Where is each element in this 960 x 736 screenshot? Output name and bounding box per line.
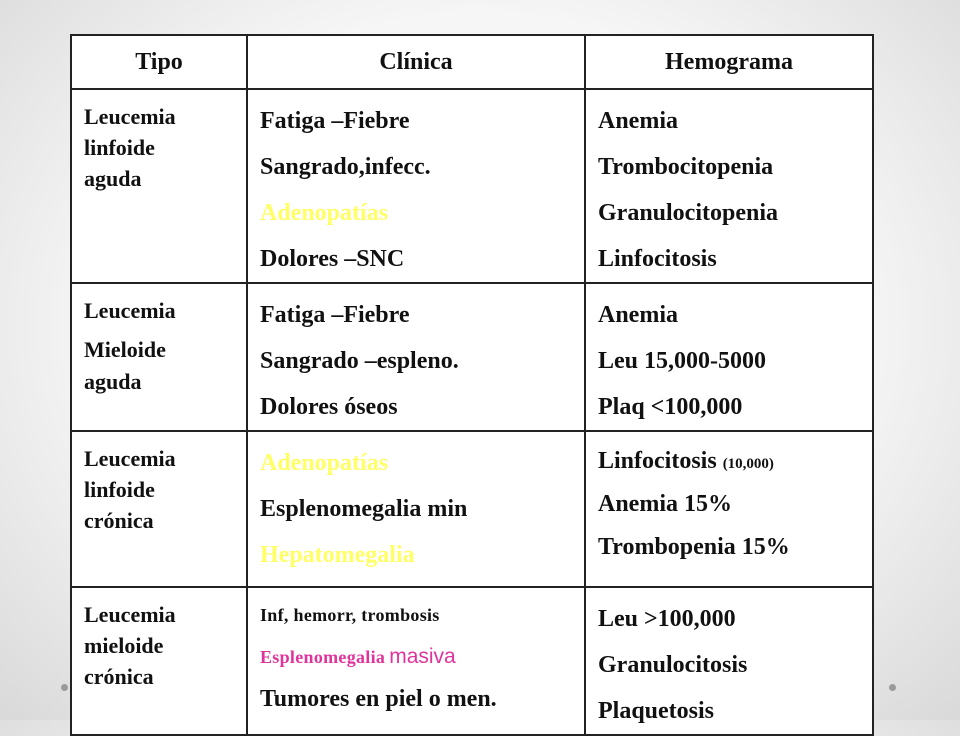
clinica-line: Esplenomegalia min	[260, 496, 468, 522]
tipo-line: Leucemia	[84, 104, 176, 129]
table-row	[71, 431, 873, 587]
clinica-line-highlight: Hepatomegalia	[260, 542, 415, 568]
hemograma-value: Linfocitosis	[598, 448, 717, 474]
hemograma-line: Granulocitosis	[598, 652, 748, 678]
clinica-line: Inf, hemorr, trombosis	[260, 605, 440, 625]
hemograma-line: Plaq <100,000	[598, 394, 743, 420]
clinica-line-highlight: Adenopatías	[260, 450, 389, 476]
clinica-line-highlight	[260, 636, 578, 678]
tipo-line: Leucemia	[84, 446, 176, 471]
hemograma-note: (10,000)	[722, 456, 774, 472]
hemograma-line: Leu >100,000	[598, 606, 736, 632]
tipo-line: aguda	[84, 369, 142, 394]
clinica-term: Esplenomegalia	[260, 647, 386, 667]
tipo-cell	[71, 587, 247, 735]
header-tipo: Tipo	[71, 35, 247, 89]
tipo-line: crónica	[84, 507, 154, 533]
tipo-cell	[71, 431, 247, 587]
hemograma-line	[598, 440, 866, 483]
hemograma-cell	[585, 431, 873, 587]
tipo-line: crónica	[84, 663, 154, 689]
clinica-line-highlight: Adenopatías	[260, 200, 389, 226]
clinica-line: Dolores –SNC	[260, 246, 405, 272]
tipo-line: aguda	[84, 165, 142, 191]
clinica-term-qualifier: masiva	[389, 645, 456, 668]
hemograma-line: Anemia	[598, 108, 678, 134]
hemograma-line: Anemia	[598, 302, 678, 328]
slide-dot-decoration	[61, 684, 68, 691]
clinica-cell	[247, 431, 585, 587]
tipo-line: Leucemia	[84, 298, 176, 323]
table-row	[71, 283, 873, 431]
clinica-line: Fatiga –Fiebre	[260, 108, 410, 134]
clinica-line: Tumores en piel o men.	[260, 686, 497, 712]
clinica-line: Dolores óseos	[260, 394, 398, 420]
clinica-cell	[247, 283, 585, 431]
hemograma-cell	[585, 587, 873, 735]
hemograma-cell	[585, 89, 873, 283]
tipo-line: mieloide	[84, 632, 164, 658]
tipo-line: linfoide	[84, 476, 155, 502]
tipo-line: Mieloide	[84, 336, 166, 362]
table-row	[71, 587, 873, 735]
hemograma-line: Leu 15,000-5000	[598, 348, 766, 374]
clinica-line: Fatiga –Fiebre	[260, 302, 410, 328]
hemograma-line: Trombopenia 15%	[598, 534, 790, 560]
slide-dot-decoration	[889, 684, 896, 691]
table-header-row	[71, 35, 873, 89]
hemograma-line: Plaquetosis	[598, 698, 715, 724]
hemograma-line: Trombocitopenia	[598, 154, 774, 180]
header-clinica: Clínica	[247, 35, 585, 89]
leukemia-table	[70, 34, 874, 736]
hemograma-line: Anemia 15%	[598, 491, 732, 517]
clinica-cell	[247, 89, 585, 283]
tipo-cell	[71, 89, 247, 283]
hemograma-line: Linfocitosis	[598, 246, 717, 272]
clinica-line: Sangrado –espleno.	[260, 348, 459, 374]
tipo-cell	[71, 283, 247, 431]
tipo-line: Leucemia	[84, 602, 176, 627]
clinica-line: Sangrado,infecc.	[260, 154, 431, 180]
header-hemograma: Hemograma	[585, 35, 873, 89]
hemograma-cell	[585, 283, 873, 431]
table-row	[71, 89, 873, 283]
hemograma-line: Granulocitopenia	[598, 200, 779, 226]
clinica-cell	[247, 587, 585, 735]
tipo-line: linfoide	[84, 134, 155, 160]
